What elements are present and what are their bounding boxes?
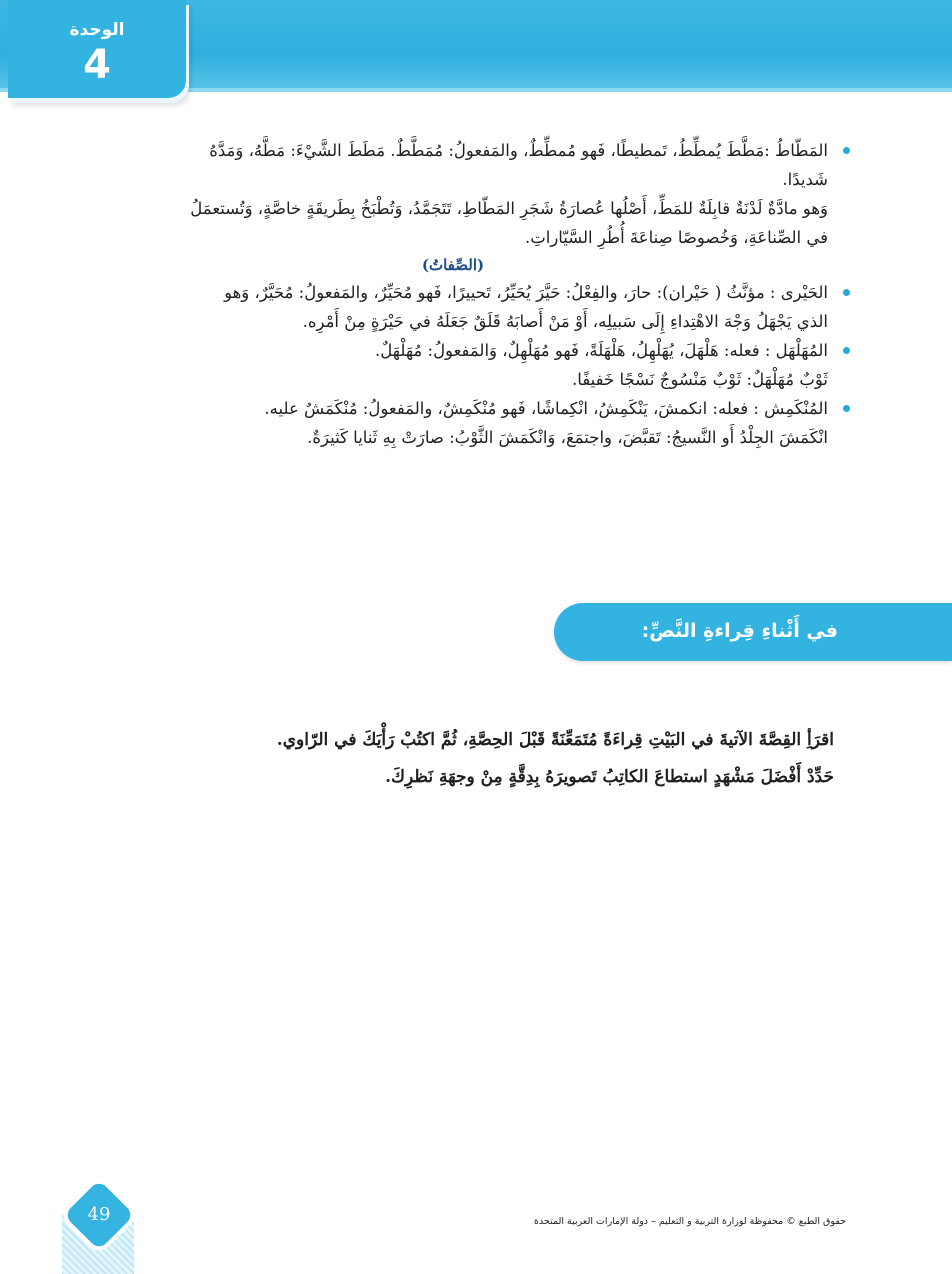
vocabulary-section bbox=[78, 136, 828, 452]
copyright-notice: حقوق الطبع © محفوظة لوزارة التربية و التعليم – دولة الإمارات العربية المتحدة bbox=[534, 1216, 846, 1227]
bullet-icon bbox=[843, 347, 850, 354]
vocab-line: ثَوْبٌ مُهَلْهَلٌ: ثَوْبٌ مَنْسُوجٌ نَسْجًا خَفيفًا. bbox=[572, 370, 828, 389]
section-header-pill bbox=[554, 603, 952, 661]
bullet-icon bbox=[843, 147, 850, 154]
unit-label: الوحدة bbox=[69, 20, 125, 40]
adjectives-heading: (الصِّفاتُ) bbox=[421, 256, 485, 274]
page-number-badge bbox=[66, 1182, 132, 1248]
bullet-icon bbox=[843, 289, 850, 296]
vocab-line: المَطّاطُ :مَطَّطَ يُمطِّطُ، تَمطيطًا، فَهو مُمطِّطٌ، والمَفعولُ: مُمَطَّطٌ. مَطَطَ الشَّيْءَ: مَطَّهُ، وَمَدَّهُ bbox=[209, 141, 828, 160]
vocab-line: وَهو مادَّةٌ لَدْنَةٌ قابِلَةٌ للمَطِّ، أَصْلُها عُصارَةُ شَجَرِ المَطّاطِ، تَتَجَمَّدُ، وَتُطْبَخُ بِطَريقَةٍ خاصَّةٍ، وَتُستعمَلُ bbox=[190, 199, 828, 218]
page-number: 49 bbox=[87, 1204, 111, 1225]
section-title: في أَثْناءِ قِراءةِ النَّصِّ: bbox=[641, 620, 838, 642]
vocab-line: شَديدًا. bbox=[782, 170, 828, 189]
vocab-entry-shrunken bbox=[78, 394, 828, 452]
instructions bbox=[150, 722, 834, 796]
instruction-line: حَدِّدْ أَفْضَلَ مَشْهَدٍ استطاعَ الكاتِبُ تَصويرَهُ بِدِقَّةٍ مِنْ وجهَةِ نَظرِكَ. bbox=[385, 767, 834, 787]
vocab-line: الذي يَجْهَلُ وَجْهَ الاهْتِداءِ إِلَى سَبيلِه، أَوْ مَنْ أَصابَهُ قَلَقٌ جَعَلَهُ في حَيْرَةٍ مِنْ أَمْرِه. bbox=[302, 312, 828, 331]
vocab-line: المُنْكَمِش : فعله: انكمشَ، يَنْكَمِشُ، انْكِماشًا، فَهو مُنْكَمِشٌ، والمَفعولُ: مُنْكَمَشٌ عليه. bbox=[264, 399, 828, 418]
vocab-line: انْكَمَشَ الجِلْدُ أَو النَّسيجُ: تَقبَّضَ، واجتمَعَ، وَانْكَمَشَ الثَّوْبُ: صارَتْ بِهِ ثَنايا كَثيرَةٌ. bbox=[307, 428, 828, 447]
bullet-icon bbox=[843, 405, 850, 412]
unit-number: 4 bbox=[83, 42, 111, 88]
vocab-entry-confused bbox=[78, 278, 828, 336]
vocab-line: المُهَلْهَل : فعله: هَلْهَلَ، يُهَلْهِلُ، هَلْهَلَةً، فَهو مُهَلْهِلٌ، وَالمَفعولُ: مُهَلْهَلٌ. bbox=[375, 341, 828, 360]
vocab-entry-threadbare bbox=[78, 336, 828, 394]
unit-tab bbox=[8, 0, 186, 98]
vocab-entry-rubber bbox=[78, 136, 828, 252]
vocab-line: في الصِّناعَةِ، وَخُصوصًا صِناعَةَ أُطُرِ السَّيّاراتِ. bbox=[524, 228, 828, 247]
vocab-line: الحَيْرى : مؤنَّثُ ( حَيْران): حارَ، والفِعْلُ: حَيَّرَ يُحَيِّرُ، تَحييرًا، فَهو مُحَيِّرٌ، والمَفعولُ: مُحَيَّرٌ، وَهو bbox=[224, 283, 828, 302]
instruction-line: اقرَأِ القِصَّةَ الآتيةَ في البَيْتِ قِراءَةً مُتَمَعِّنَةً قَبْلَ الحِصَّةِ، ثُمَّ اكتُبْ رَأْيَكَ في الرّاوي. bbox=[276, 730, 834, 750]
